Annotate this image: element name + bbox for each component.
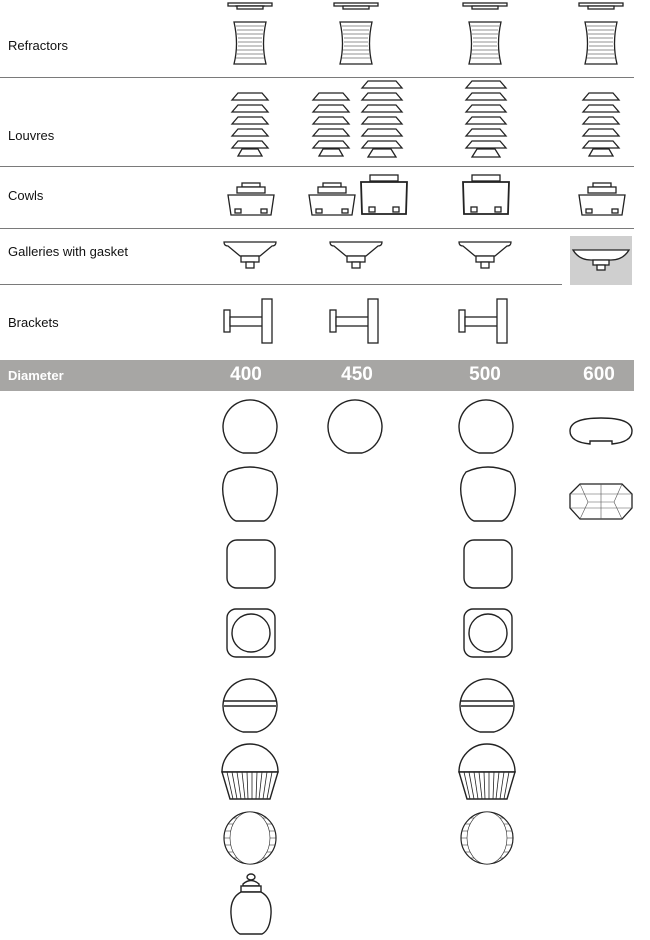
globe-icon [221,398,279,456]
lantern-globe-icon [226,872,276,938]
gallery-icon [457,240,513,272]
diameter-label: Diameter [8,368,64,383]
louvre-icon [358,80,406,160]
louvre-icon [462,80,510,160]
gallery-icon [571,248,631,274]
cowl-icon [225,182,277,216]
cowl-icon [576,182,628,216]
cowl-icon [460,174,512,216]
separator-line [0,228,634,229]
banded-globe-icon [221,675,279,735]
bracket-icon [457,298,513,346]
cowl-icon [306,182,358,216]
square-globe-icon [225,607,277,659]
row-label-cowls: Cowls [8,188,44,203]
prismatic-globe-icon [219,742,281,802]
row-label-galleries: Galleries with gasket [8,244,128,259]
prismatic-globe-icon [456,742,518,802]
separator-line [0,77,634,78]
gallery-icon [328,240,384,272]
louvre-icon [228,92,272,158]
diameter-value-450: 450 [341,364,373,385]
cowl-icon [358,174,410,216]
refractor-icon [225,0,275,68]
mesh-globe-icon [222,810,278,866]
globe-icon [326,398,384,456]
flat-globe-icon [568,414,634,448]
row-label-refractors: Refractors [8,38,68,53]
bracket-icon [222,298,278,346]
louvre-icon [309,92,353,158]
diameter-bar [0,360,634,391]
refractor-icon [460,0,510,68]
refractor-icon [331,0,381,68]
gallery-icon [222,240,278,272]
row-label-brackets: Brackets [8,315,59,330]
mesh-globe-icon [459,810,515,866]
refractor-icon [576,0,626,68]
diameter-value-600: 600 [583,364,615,385]
bracket-icon [328,298,384,346]
oval-globe-icon [220,466,280,524]
louvre-icon [579,92,623,158]
rounded-globe-icon [462,538,514,590]
octagonal-globe-icon [568,482,634,522]
separator-line [0,166,634,167]
oval-globe-icon [458,466,518,524]
square-globe-icon [462,607,514,659]
banded-globe-icon [458,675,516,735]
diameter-value-400: 400 [230,364,262,385]
rounded-globe-icon [225,538,277,590]
diameter-value-500: 500 [469,364,501,385]
globe-icon [457,398,515,456]
row-label-louvres: Louvres [8,128,55,143]
separator-line [0,284,562,285]
